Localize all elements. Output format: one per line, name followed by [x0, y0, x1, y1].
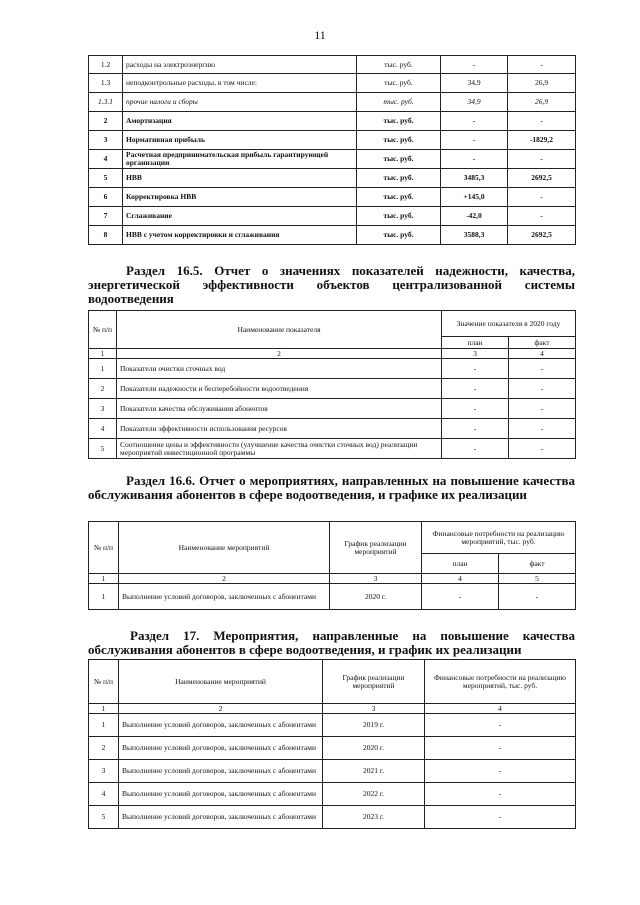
table-cell: 3 — [89, 760, 119, 783]
table-row — [89, 169, 576, 188]
table-cell: - — [509, 439, 576, 459]
table-cell: - — [441, 56, 508, 74]
table-cell: Сглаживание — [123, 207, 357, 226]
page-number: 11 — [314, 28, 326, 42]
table-cell: тыс. руб. — [357, 56, 441, 74]
table-cell: 2021 г. — [323, 760, 425, 783]
table-cell: Выполнение условий договоров, заключенных с абонентами — [119, 783, 323, 806]
table-cell: - — [441, 112, 508, 131]
table-cell: прочие налоги и сборы — [123, 93, 357, 112]
table-cell: 5 — [89, 806, 119, 829]
table-row — [89, 56, 576, 74]
col-index: 3 — [323, 704, 425, 714]
table-cell: - — [425, 714, 576, 737]
table-cell: 34,9 — [441, 74, 508, 93]
col-schedule-header: График реализации мероприятий — [323, 660, 425, 704]
table-cell: 26,9 — [508, 93, 576, 112]
table-cell: 2 — [89, 379, 117, 399]
table-row — [89, 131, 576, 150]
table-row — [89, 207, 576, 226]
col-num-header: № п/п — [89, 660, 119, 704]
table-cell: - — [441, 131, 508, 150]
table-cell: - — [441, 150, 508, 169]
table-cell: - — [425, 783, 576, 806]
table-row — [89, 359, 576, 379]
table-cell: Показатели качества обслуживания абонентов — [117, 399, 442, 419]
table-cell: - — [442, 439, 509, 459]
col-plan-header: план — [442, 337, 509, 349]
table-cell: 5 — [89, 439, 117, 459]
table-cell: Показатели надежности и бесперебойности водоотведения — [117, 379, 442, 399]
col-name-header: Наименование мероприятий — [119, 660, 323, 704]
table-cell: Выполнение условий договоров, заключенных с абонентами — [119, 806, 323, 829]
col-fin-header: Финансовые потребности на реализацию мероприятий, тыс. руб. — [425, 660, 576, 704]
table-cell: тыс. руб. — [357, 150, 441, 169]
table-cell: Показатели эффективности использования ресурсов — [117, 419, 442, 439]
table-row — [89, 439, 576, 459]
col-plan-header: план — [422, 554, 499, 574]
table-cell: 6 — [89, 188, 123, 207]
table-cell: Выполнение условий договоров, заключенных с абонентами — [119, 760, 323, 783]
col-name-header: Наименование мероприятий — [119, 522, 330, 574]
table-row — [89, 112, 576, 131]
col-index: 4 — [425, 704, 576, 714]
table-cell: НВВ с учетом корректировки и сглаживания — [123, 226, 357, 245]
table-cell: 4 — [89, 150, 123, 169]
table-cell: 2019 г. — [323, 714, 425, 737]
table-row — [89, 93, 576, 112]
table-cell: 1 — [89, 714, 119, 737]
table-row — [89, 419, 576, 439]
table-cell: Соотношение цены и эффективности (улучшение качества очистки сточных вод) реализации мероприятий инвестиционной программы — [117, 439, 442, 459]
table-cell: тыс. руб. — [357, 226, 441, 245]
table-cell: тыс. руб. — [357, 207, 441, 226]
table-cell: 2692,5 — [508, 226, 576, 245]
col-index: 1 — [89, 574, 119, 584]
table-cell: - — [499, 584, 576, 610]
col-num-header: № п/п — [89, 311, 117, 349]
table-cell: -42,0 — [441, 207, 508, 226]
table-cell: - — [509, 399, 576, 419]
table-row — [89, 379, 576, 399]
table-cell: 3 — [89, 399, 117, 419]
col-index: 4 — [422, 574, 499, 584]
table-cell: +145,0 — [441, 188, 508, 207]
col-fin-header: Финансовые потребности на реализацию мероприятий, тыс. руб. — [422, 522, 576, 554]
table-cell: -1829,2 — [508, 131, 576, 150]
col-num-header: № п/п — [89, 522, 119, 574]
col-index: 2 — [119, 574, 330, 584]
table-cell: 26,9 — [508, 74, 576, 93]
table-row — [89, 714, 576, 737]
table-cell: - — [508, 188, 576, 207]
table-cell: тыс. руб. — [357, 112, 441, 131]
table-cell: 2020 г. — [330, 584, 422, 610]
table-cell: 5 — [89, 169, 123, 188]
table-cell: 2023 г. — [323, 806, 425, 829]
table-cell: 1.3 — [89, 74, 123, 93]
table-cell: - — [508, 207, 576, 226]
table-cell: 3485,3 — [441, 169, 508, 188]
table-cell: тыс. руб. — [357, 169, 441, 188]
col-index: 2 — [119, 704, 323, 714]
col-value-header: Значение показателя в 2020 году — [442, 311, 576, 337]
table-cell: 1.2 — [89, 56, 123, 74]
col-name-header: Наименование показателя — [117, 311, 442, 349]
table-cell: 2022 г. — [323, 783, 425, 806]
table-cell: 2020 г. — [323, 737, 425, 760]
table-cell: Амортизация — [123, 112, 357, 131]
col-index: 3 — [330, 574, 422, 584]
table-row — [89, 806, 576, 829]
table-cell: Выполнение условий договоров, заключенных с абонентами — [119, 714, 323, 737]
table-cell: Нормативная прибыль — [123, 131, 357, 150]
table-cell: - — [442, 359, 509, 379]
table-row — [89, 584, 576, 610]
table-cell: 34,9 — [441, 93, 508, 112]
table-cell: тыс. руб. — [357, 131, 441, 150]
table-cell: тыс. руб. — [357, 93, 441, 112]
indicators-table — [88, 310, 576, 459]
table-cell: Показатели очистки сточных вод — [117, 359, 442, 379]
table-cell: - — [422, 584, 499, 610]
col-index: 5 — [499, 574, 576, 584]
table-cell: - — [425, 760, 576, 783]
table-cell: 2 — [89, 112, 123, 131]
table-cell: - — [509, 359, 576, 379]
table-cell: - — [508, 56, 576, 74]
table-cell: Выполнение условий договоров, заключенных с абонентами — [119, 737, 323, 760]
table-row — [89, 226, 576, 245]
table-cell: 2692,5 — [508, 169, 576, 188]
table-cell: - — [508, 150, 576, 169]
table-cell: - — [509, 379, 576, 399]
table-cell: 2 — [89, 737, 119, 760]
table-cell: - — [425, 806, 576, 829]
table-cell: Расчетная предпринимательская прибыль гарантирующей организации — [123, 150, 357, 169]
col-fact-header: факт — [499, 554, 576, 574]
table-cell: тыс. руб. — [357, 188, 441, 207]
col-index: 3 — [442, 349, 509, 359]
col-schedule-header: График реализации мероприятий — [330, 522, 422, 574]
col-index: 1 — [89, 349, 117, 359]
table-cell: 1 — [89, 584, 119, 610]
table-row — [89, 737, 576, 760]
col-fact-header: факт — [509, 337, 576, 349]
table-cell: 4 — [89, 419, 117, 439]
table-cell: 3588,3 — [441, 226, 508, 245]
table-cell: Корректировка НВВ — [123, 188, 357, 207]
col-index: 4 — [509, 349, 576, 359]
table-cell: расходы на электроэнергию — [123, 56, 357, 74]
table-cell: - — [442, 419, 509, 439]
table-cell: - — [442, 399, 509, 419]
table-row — [89, 399, 576, 419]
financial-table — [88, 55, 576, 245]
table-cell: 4 — [89, 783, 119, 806]
col-index: 2 — [117, 349, 442, 359]
table-row — [89, 150, 576, 169]
table-cell: неподконтрольные расходы, в том числе: — [123, 74, 357, 93]
table-cell: - — [509, 419, 576, 439]
measures-plan-table — [88, 659, 576, 829]
table-cell: тыс. руб. — [357, 74, 441, 93]
table-cell: 7 — [89, 207, 123, 226]
table-row — [89, 74, 576, 93]
table-cell: 8 — [89, 226, 123, 245]
table-cell: 1 — [89, 359, 117, 379]
measures-report-table — [88, 521, 576, 610]
table-cell: 3 — [89, 131, 123, 150]
table-cell: - — [425, 737, 576, 760]
section-16-5-heading: Раздел 16.5. Отчет о значениях показателей надежности, качества, энергетической эффективности объектов централизованной системы водоотведения — [88, 263, 575, 306]
section-17-heading: Раздел 17. Мероприятия, направленные на повышение качества обслуживания абонентов в сфере водоотведения, и график их реализации — [88, 628, 575, 657]
table-cell: - — [442, 379, 509, 399]
table-row — [89, 760, 576, 783]
table-row — [89, 188, 576, 207]
table-cell: 1.3.1 — [89, 93, 123, 112]
table-cell: - — [508, 112, 576, 131]
table-cell: НВВ — [123, 169, 357, 188]
table-row — [89, 783, 576, 806]
col-index: 1 — [89, 704, 119, 714]
section-16-6-heading: Раздел 16.6. Отчет о мероприятиях, направленных на повышение качества обслуживания абонентов в сфере водоотведения, и графике их реализации — [88, 473, 575, 502]
table-cell: Выполнение условий договоров, заключенных с абонентами — [119, 584, 330, 610]
